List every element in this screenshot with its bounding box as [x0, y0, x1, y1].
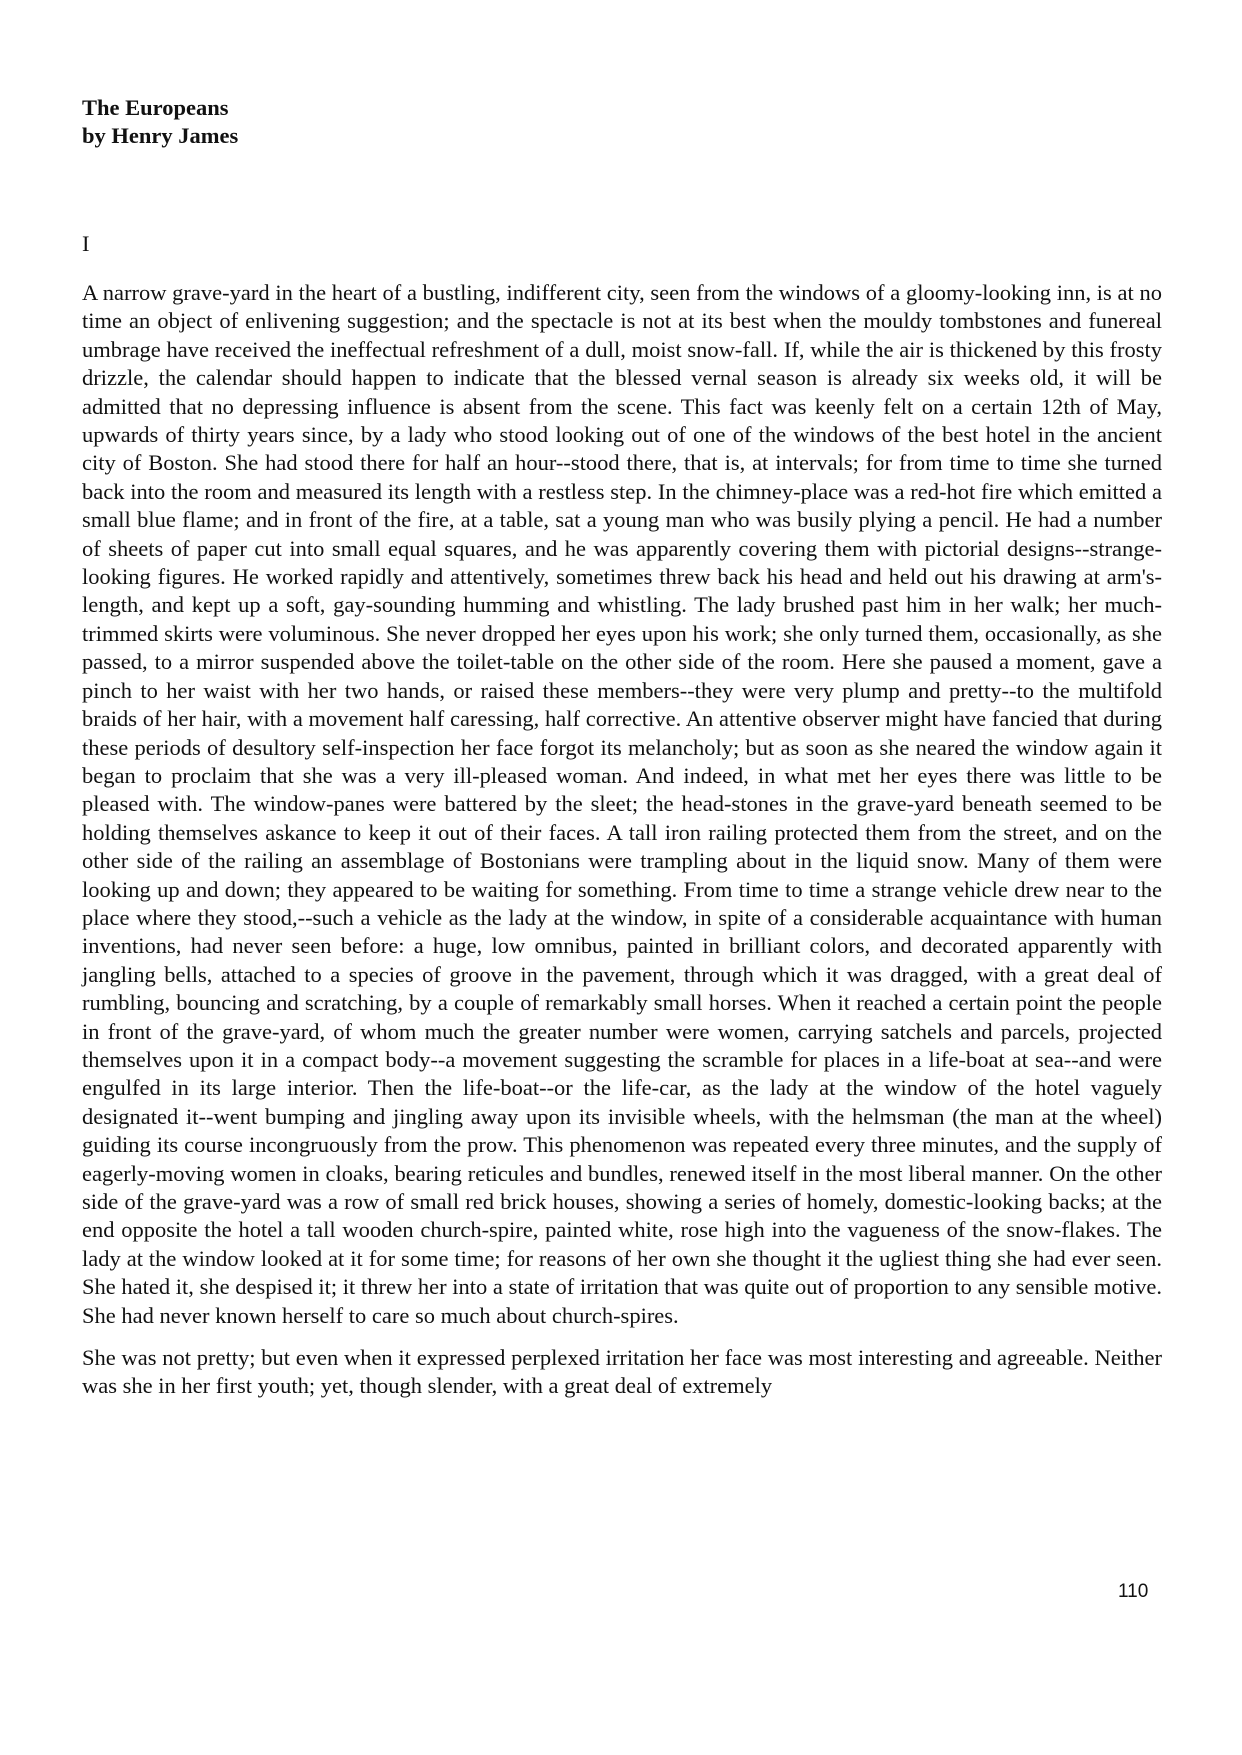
author-line: by Henry James — [82, 123, 239, 148]
book-title: The Europeans — [82, 95, 229, 120]
body-text — [82, 279, 1162, 1415]
paragraph: A narrow grave-yard in the heart of a bustling, indifferent city, seen from the windows of a gloomy-looking inn, is at no time an object of enlivening suggestion; and the spectacle is not at its best when the mouldy tombstones and funereal umbrage have received the ineffectual refreshment of a dull, moist snow-fall. If, while the air is thickened by this frosty drizzle, the calendar should happen to indicate that the blessed vernal season is already six weeks old, it will be admitted that no depressing influence is absent from the scene. This fact was keenly felt on a certain 12th of May, upwards of thirty years since, by a lady who stood looking out of one of the windows of the best hotel in the ancient city of Boston. She had stood there for half an hour--stood there, that is, at intervals; for from time to time she turned back into the room and measured its length with a restless step. In the chimney-place was a red-hot fire which emitted a small blue flame; and in front of the fire, at a table, sat a young man who was busily plying a pencil. He had a number of sheets of paper cut into small equal squares, and he was apparently covering them with pictorial designs--strange-looking figures. He worked rapidly and attentively, sometimes threw back his head and held out his drawing at arm's-length, and kept up a soft, gay-sounding humming and whistling. The lady brushed past him in her walk; her much-trimmed skirts were voluminous. She never dropped her eyes upon his work; she only turned them, occasionally, as she passed, to a mirror suspended above the toilet-table on the other side of the room. Here she paused a moment, gave a pinch to her waist with her two hands, or raised these members--they were very plump and pretty--to the multifold braids of her hair, with a movement half caressing, half corrective. An attentive observer might have fancied that during these periods of desultory self-inspection her face forgot its melancholy; but as soon as she neared the window again it began to proclaim that she was a very ill-pleased woman. And indeed, in what met her eyes there was little to be pleased with. The window-panes were battered by the sleet; the head-stones in the grave-yard beneath seemed to be holding themselves askance to keep it out of their faces. A tall iron railing protected them from the street, and on the other side of the railing an assemblage of Bostonians were trampling about in the liquid snow. Many of them were looking up and down; they appeared to be waiting for something. From time to time a strange vehicle drew near to the place where they stood,--such a vehicle as the lady at the window, in spite of a considerable acquaintance with human inventions, had never seen before: a huge, low omnibus, painted in brilliant colors, and decorated apparently with jangling bells, attached to a species of groove in the pavement, through which it was dragged, with a great deal of rumbling, bouncing and scratching, by a couple of remarkably small horses. When it reached a certain point the people in front of the grave-yard, of whom much the greater number were women, carrying satchels and parcels, projected themselves upon it in a compact body--a movement suggesting the scramble for places in a life-boat at sea--and were engulfed in its large interior. Then the life-boat--or the life-car, as the lady at the window of the hotel vaguely designated it--went bumping and jingling away upon its invisible wheels, with the helmsman (the man at the wheel) guiding its course incongruously from the prow. This phenomenon was repeated every three minutes, and the supply of eagerly-moving women in cloaks, bearing reticules and bundles, renewed itself in the most liberal manner. On the other side of the grave-yard was a row of small red brick houses, showing a series of homely, domestic-looking backs; at the end opposite the hotel a tall wooden church-spire, painted white, rose high into the vagueness of the snow-flakes. The lady at the window looked at it for some time; for reasons of her own she thought it the ugliest thing she had ever seen. She hated it, she despised it; it threw her into a state of irritation that was quite out of proportion to any sensible motive. She had never known herself to care so much about church-spires. — [82, 280, 1162, 1328]
chapter-heading: I — [82, 231, 90, 256]
paragraph: She was not pretty; but even when it expressed perplexed irritation her face was most interesting and agreeable. Neither was she in her first youth; yet, though slender, with a great deal of extremely — [82, 1345, 1162, 1399]
page-number: 110 — [1118, 1581, 1149, 1602]
document-header — [82, 94, 238, 150]
